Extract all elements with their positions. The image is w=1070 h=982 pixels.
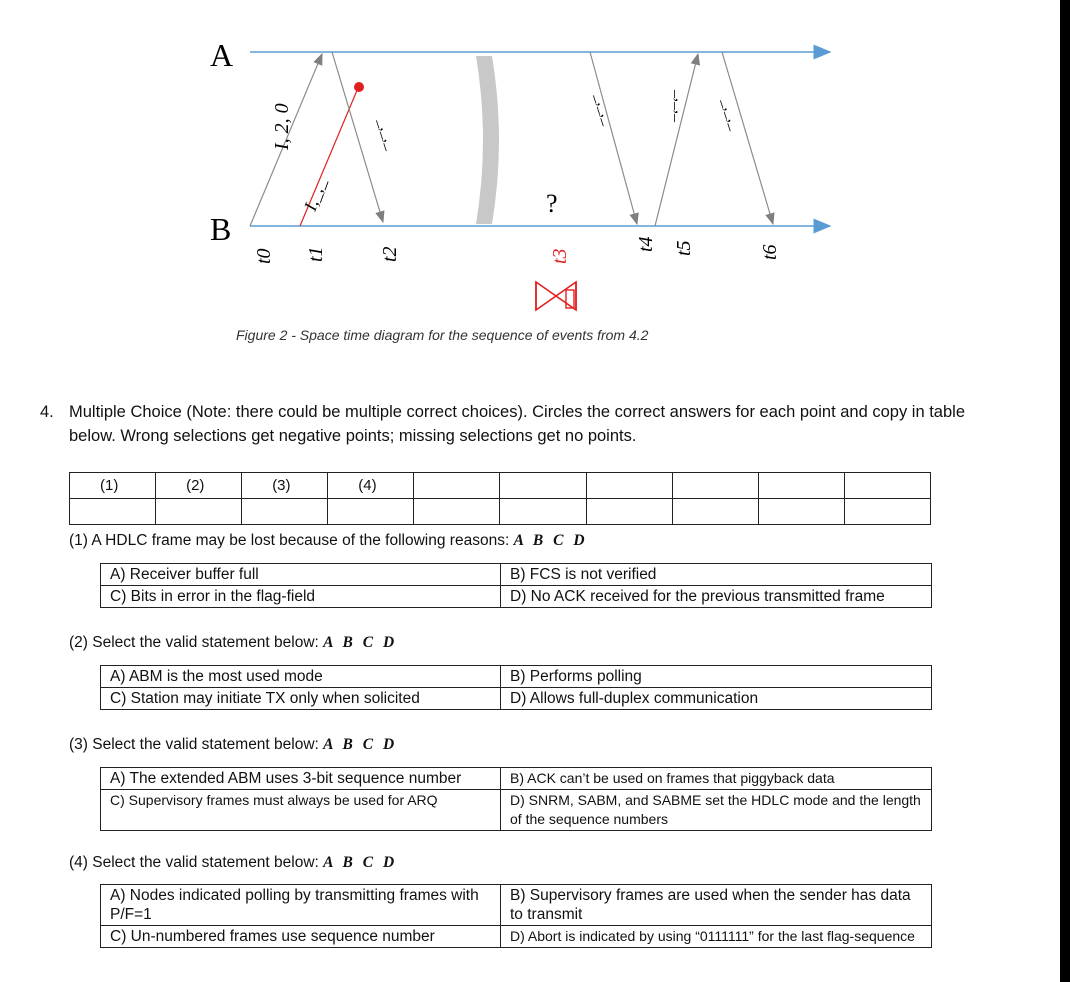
- answer-header-cell: (2): [156, 473, 242, 499]
- answer-input-cell[interactable]: [156, 499, 242, 525]
- item-2-option-c[interactable]: C) Station may initiate TX only when solicited: [101, 688, 501, 710]
- answer-input-cell[interactable]: [242, 499, 328, 525]
- answer-input-cell[interactable]: [758, 499, 844, 525]
- answer-table-header-row: [70, 473, 931, 499]
- item-4-answer-choices[interactable]: A B C D: [323, 854, 398, 871]
- item-1-answer-choices[interactable]: A B C D: [513, 532, 588, 549]
- answer-input-cell[interactable]: [70, 499, 156, 525]
- item-4-option-c[interactable]: C) Un-numbered frames use sequence number: [101, 926, 501, 948]
- answer-input-cell[interactable]: [328, 499, 414, 525]
- item-3-option-a[interactable]: A) The extended ABM uses 3-bit sequence number: [101, 768, 501, 790]
- item-4-option-d[interactable]: D) Abort is indicated by using “0111111” for the last flag-sequence: [501, 926, 932, 948]
- answer-header-cell: [758, 473, 844, 499]
- item-2-option-a[interactable]: A) ABM is the most used mode: [101, 666, 501, 688]
- frame-arrow-2: [332, 52, 383, 222]
- question-mark: ?: [546, 189, 558, 218]
- answer-header-cell: (3): [242, 473, 328, 499]
- item-3-options: [100, 767, 932, 831]
- item-3-option-b[interactable]: B) ACK can’t be used on frames that piggyback data: [501, 768, 932, 790]
- item-4-option-a[interactable]: A) Nodes indicated polling by transmitting frames with P/F=1: [101, 885, 501, 926]
- item-2-options: [100, 665, 932, 710]
- answer-table-input-row: [70, 499, 931, 525]
- answer-header-cell: (1): [70, 473, 156, 499]
- answer-header-cell: (4): [328, 473, 414, 499]
- item-3-option-d[interactable]: D) SNRM, SABM, and SABME set the HDLC mode and the length of the sequence numbers: [501, 790, 932, 831]
- item-1-option-c[interactable]: C) Bits in error in the flag-field: [101, 586, 501, 608]
- item-1-options: [100, 563, 932, 608]
- figure-caption: Figure 2 - Space time diagram for the sequence of events from 4.2: [236, 327, 649, 343]
- answer-table: [69, 472, 931, 525]
- answer-header-cell: [844, 473, 930, 499]
- question-number: 4.: [40, 403, 54, 421]
- item-3-title: [69, 736, 397, 754]
- station-b-label: B: [210, 211, 232, 247]
- lost-frame-dot: [354, 82, 364, 92]
- frame-label-2: I,_,_: [299, 175, 331, 214]
- item-4-option-b[interactable]: B) Supervisory frames are used when the sender has data to transmit: [501, 885, 932, 926]
- answer-header-cell: [672, 473, 758, 499]
- frame-label-3: _,_,_: [374, 115, 401, 152]
- frame-label-5: _,_,_: [672, 90, 689, 122]
- frame-label-4: _,_,_: [591, 90, 618, 127]
- item-1-title: [69, 532, 588, 550]
- item-4-title-text: (4) Select the valid statement below:: [69, 854, 324, 871]
- answer-input-cell[interactable]: [414, 499, 500, 525]
- frame-arrow-5: [722, 52, 773, 224]
- time-label-t6: t6: [759, 244, 781, 260]
- time-label-t2: t2: [379, 246, 401, 262]
- item-2-title: [69, 634, 397, 652]
- answer-input-cell[interactable]: [500, 499, 586, 525]
- page-edge-bar: [1060, 0, 1070, 982]
- frame-label-1: I, 2, 0: [271, 103, 293, 150]
- item-3-option-c[interactable]: C) Supervisory frames must always be used for ARQ: [101, 790, 501, 831]
- item-2-option-b[interactable]: B) Performs polling: [501, 666, 932, 688]
- answer-header-cell: [586, 473, 672, 499]
- answer-input-cell[interactable]: [672, 499, 758, 525]
- question-text: Multiple Choice (Note: there could be multiple correct choices). Circles the correct answers for each point and copy in table below. Wrong selections get negative points; missing selections get no points.: [69, 403, 966, 445]
- item-2-title-text: (2) Select the valid statement below:: [69, 634, 324, 651]
- frame-arrow-3: [590, 52, 637, 224]
- hourglass-icon: [536, 282, 576, 310]
- item-3-title-text: (3) Select the valid statement below:: [69, 736, 324, 753]
- time-break: [476, 56, 499, 224]
- time-label-t1: t1: [305, 246, 327, 262]
- answer-input-cell[interactable]: [586, 499, 672, 525]
- space-time-diagram: [0, 0, 1060, 320]
- time-label-t5: t5: [673, 240, 695, 256]
- item-3-answer-choices[interactable]: A B C D: [323, 736, 398, 753]
- item-1-title-text: (1) A HDLC frame may be lost because of the following reasons:: [69, 532, 514, 549]
- frame-label-6: _,_,_: [718, 95, 745, 132]
- item-1-option-d[interactable]: D) No ACK received for the previous transmitted frame: [501, 586, 932, 608]
- station-a-label: A: [210, 37, 234, 73]
- item-4-title: [69, 854, 397, 872]
- answer-header-cell: [414, 473, 500, 499]
- time-label-t4: t4: [635, 236, 657, 252]
- item-1-option-a[interactable]: A) Receiver buffer full: [101, 564, 501, 586]
- answer-header-cell: [500, 473, 586, 499]
- frame-arrow-4: [655, 54, 698, 226]
- time-label-t0: t0: [253, 248, 275, 264]
- item-1-option-b[interactable]: B) FCS is not verified: [501, 564, 932, 586]
- time-label-t3: t3: [549, 248, 571, 264]
- item-2-option-d[interactable]: D) Allows full-duplex communication: [501, 688, 932, 710]
- item-2-answer-choices[interactable]: A B C D: [323, 634, 398, 651]
- item-4-options: [100, 884, 932, 948]
- answer-input-cell[interactable]: [844, 499, 930, 525]
